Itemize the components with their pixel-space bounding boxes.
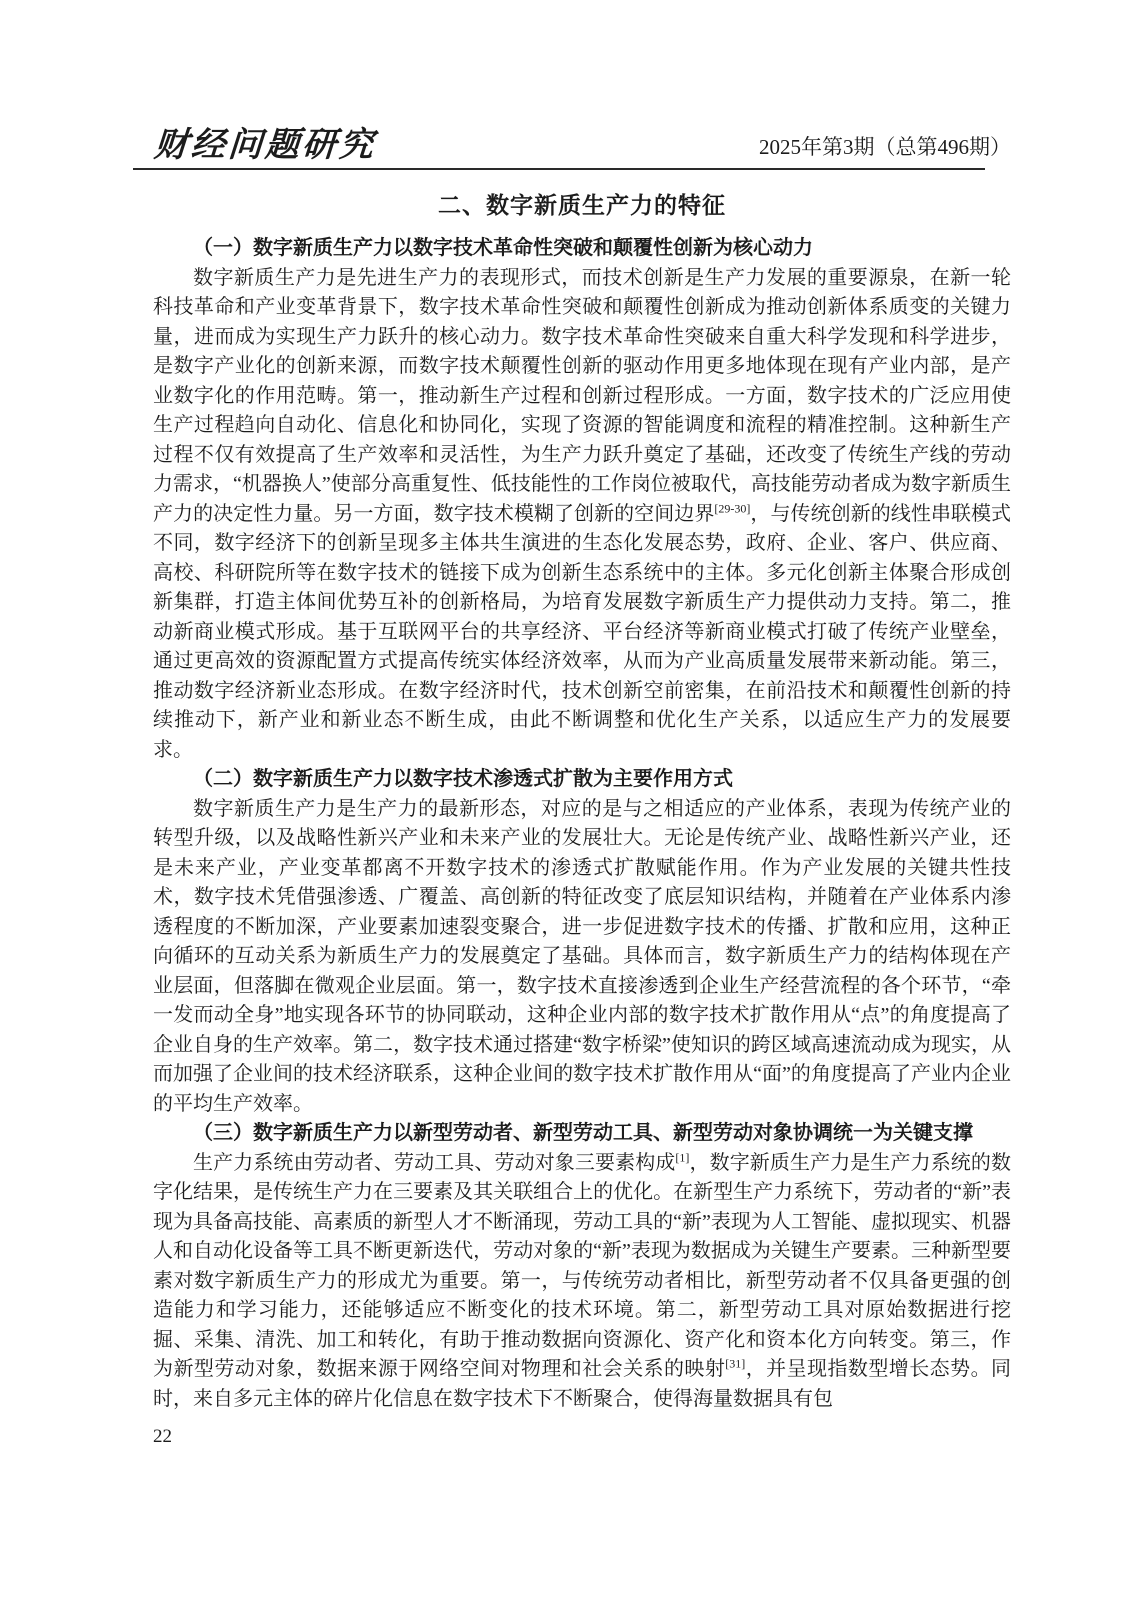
subsection-heading: （二）数字新质生产力以数字技术渗透式扩散为主要作用方式 xyxy=(193,768,733,790)
journal-logo: 财经问题研究 xyxy=(152,125,378,165)
paragraph: 生产力系统由劳动者、劳动工具、劳动对象三要素构成[1]，数字新质生产力是生产力系统的数字化结果，是传统生产力在三要素及其关联组合上的优化。在新型生产力系统下，劳动者的“新”表现为具备高技能、高素质的新型人才不断涌现，劳动工具的“新”表现为人工智能、虚拟现实、机器人和自动化设备等工具不断更新迭代，劳动对象的“新”表现为数据成为关键生产要素。三种新型要素对数字新质生产力的形成尤为重要。第一，与传统劳动者相比，新型劳动者不仅具备更强的创造能力和学习能力，还能够适应不断变化的技术环境。第二，新型劳动工具对原始数据进行挖掘、采集、清洗、加工和转化，有助于推动数据向资源化、资产化和资本化方向转变。第三，作为新型劳动对象，数据来源于网络空间对物理和社会关系的映射[31]，并呈现指数型增长态势。同时，来自多元主体的碎片化信息在数字技术下不断聚合，使得海量数据具有包 xyxy=(153,1149,1012,1410)
citation-superscript: [29-30] xyxy=(714,500,751,515)
page-content xyxy=(153,0,1011,1446)
subsection-heading: （三）数字新质生产力以新型劳动者、新型劳动工具、新型劳动对象协调统一为关键支撑 xyxy=(193,1122,973,1144)
paragraph: 数字新质生产力是先进生产力的表现形式，而技术创新是生产力发展的重要源泉，在新一轮科技革命和产业变革背景下，数字技术革命性突破和颠覆性创新成为推动创新体系质变的关键力量，进而成为实现生产力跃升的核心动力。数字技术革命性突破来自重大科学发现和科学进步，是数字产业化的创新来源，而数字技术颠覆性创新的驱动作用更多地体现在现有产业内部，是产业数字化的作用范畴。第一，推动新生产过程和创新过程形成。一方面，数字技术的广泛应用使生产过程趋向自动化、信息化和协同化，实现了资源的智能调度和流程的精准控制。这种新生产过程不仅有效提高了生产效率和灵活性，为生产力跃升奠定了基础，还改变了传统生产线的劳动力需求，“机器换人”使部分高重复性、低技能性的工作岗位被取代，高技能劳动者成为数字新质生产力的决定性力量。另一方面，数字技术模糊了创新的空间边界[29-30]，与传统创新的线性串联模式不同，数字经济下的创新呈现多主体共生演进的生态化发展态势，政府、企业、客户、供应商、高校、科研院所等在数字技术的链接下成为创新生态系统中的主体。多元化创新主体聚合形成创新集群，打造主体间优势互补的创新格局，为培育发展数字新质生产力提供动力支持。第二，推动新商业模式形成。基于互联网平台的共享经济、平台经济等新商业模式打破了传统产业壁垒，通过更高效的资源配置方式提高传统实体经济效率，从而为产业高质量发展带来新动能。第三，推动数字经济新业态形成。在数字经济时代，技术创新空前密集，在前沿技术和颠覆性创新的持续推动下，新产业和新业态不断生成，由此不断调整和优化生产关系，以适应生产力的发展要求。 xyxy=(153,266,1012,761)
citation-superscript: [1] xyxy=(675,1149,690,1164)
issue-info: 2025年第3期（总第496期） xyxy=(759,135,1011,159)
page-title: 二、数字新质生产力的特征 xyxy=(438,192,726,218)
citation-superscript: [31] xyxy=(725,1356,746,1371)
paragraph: 数字新质生产力是生产力的最新形态，对应的是与之相适应的产业体系，表现为传统产业的转型升级，以及战略性新兴产业和未来产业的发展壮大。无论是传统产业、战略性新兴产业，还是未来产业，产业变革都离不开数字技术的渗透式扩散赋能作用。作为产业发展的关键共性技术，数字技术凭借强渗透、广覆盖、高创新的特征改变了底层知识结构，并随着在产业体系内渗透程度的不断加深，产业要素加速裂变聚合，进一步促进数字技术的传播、扩散和应用，这种正向循环的互动关系为新质生产力的发展奠定了基础。具体而言，数字新质生产力的结构体现在产业层面，但落脚在微观企业层面。第一，数字技术直接渗透到企业生产经营流程的各个环节，“牵一发而动全身”地实现各环节的协同联动，这种企业内部的数字技术扩散作用从“点”的角度提高了企业自身的生产效率。第二，数字技术通过搭建“数字桥梁”使知识的跨区域高速流动成为现实，从而加强了企业间的技术经济联系，这种企业间的数字技术扩散作用从“面”的角度提高了产业内企业的平均生产效率。 xyxy=(153,797,1011,1115)
subsection-heading: （一）数字新质生产力以数字技术革命性突破和颠覆性创新为核心动力 xyxy=(193,237,813,259)
page-header xyxy=(152,0,1011,165)
header-rule xyxy=(133,168,985,170)
article-body xyxy=(153,234,1011,1414)
page-number: 22 xyxy=(153,1426,172,1447)
